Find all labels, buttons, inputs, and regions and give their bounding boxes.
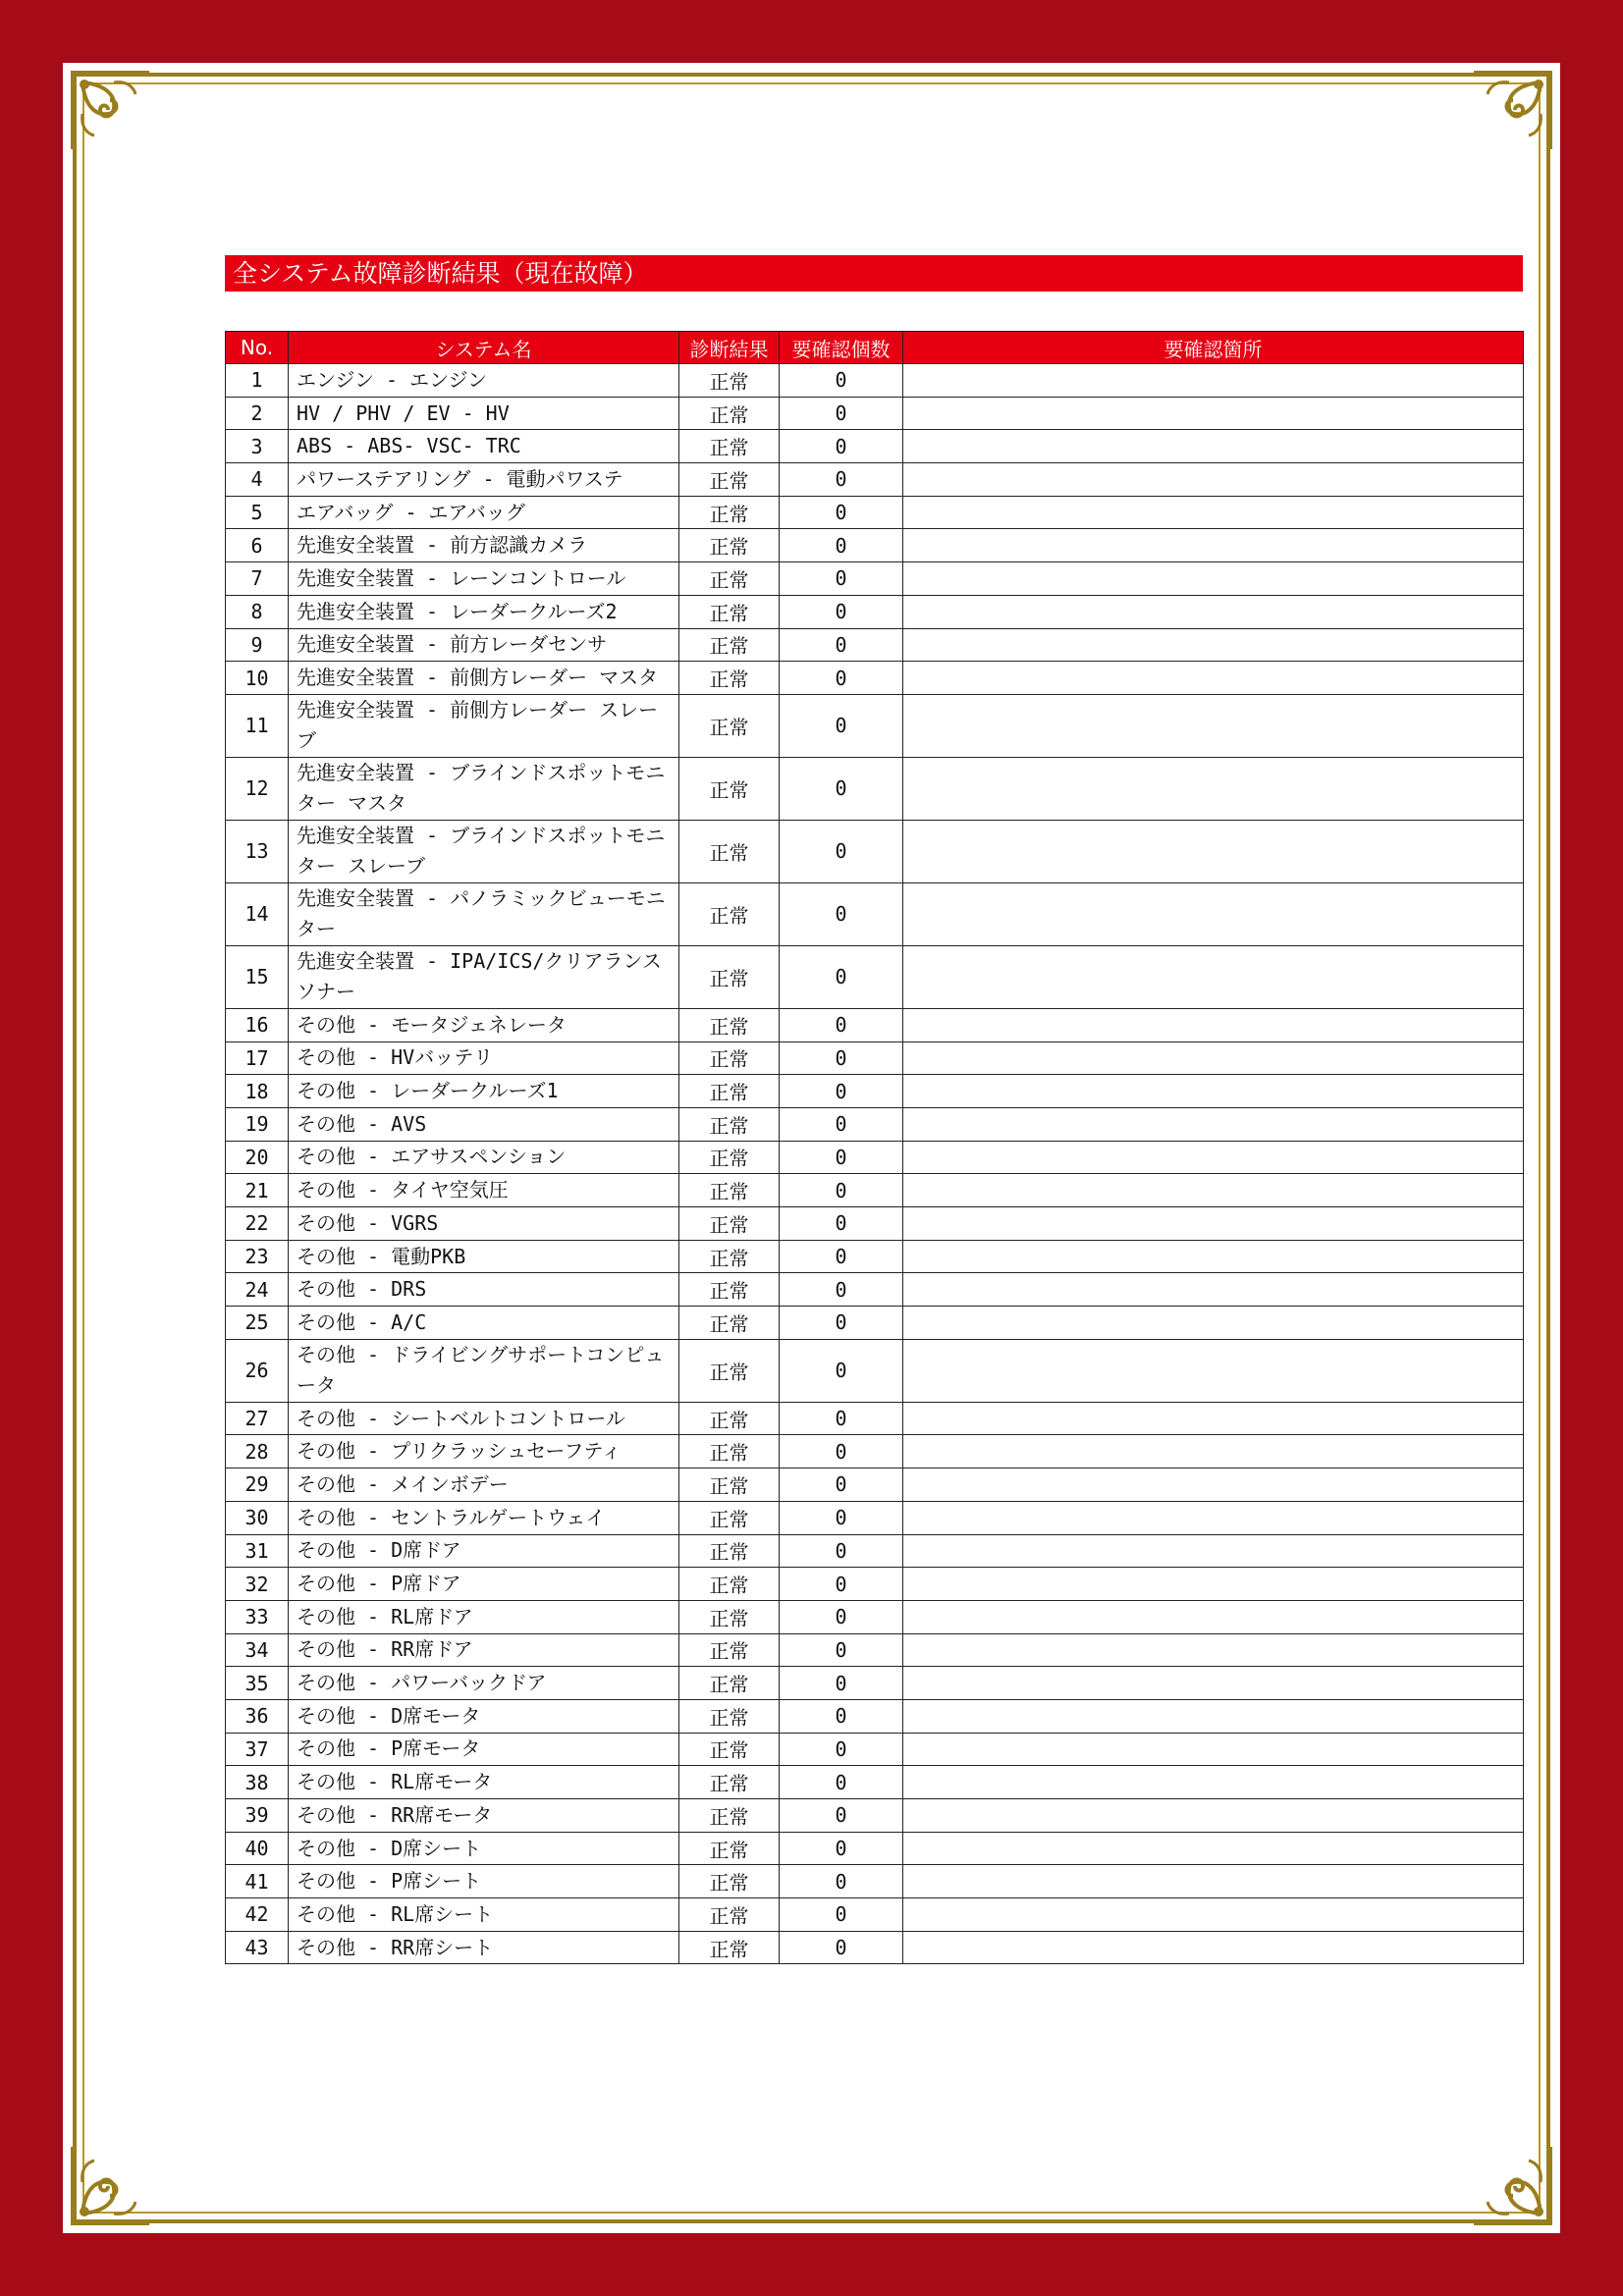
table-row xyxy=(226,529,1524,562)
row-number: 31 xyxy=(226,1534,289,1568)
row-check-count: 0 xyxy=(780,1534,903,1568)
row-number: 24 xyxy=(226,1273,289,1307)
row-result: 正常 xyxy=(679,1832,780,1865)
row-system-name: パワーステアリング - 電動パワステ xyxy=(289,463,679,497)
row-result: 正常 xyxy=(679,1733,780,1766)
row-result: 正常 xyxy=(679,1534,780,1568)
row-check-location xyxy=(903,463,1524,497)
row-check-count: 0 xyxy=(780,1832,903,1865)
table-row xyxy=(226,1141,1524,1174)
row-number: 21 xyxy=(226,1174,289,1207)
row-check-count: 0 xyxy=(780,1141,903,1174)
row-system-name: HV / PHV / EV - HV xyxy=(289,397,679,430)
row-check-count: 0 xyxy=(780,1568,903,1601)
row-system-name: その他 - P席モータ xyxy=(289,1733,679,1766)
row-number: 10 xyxy=(226,662,289,695)
row-system-name: その他 - RR席モータ xyxy=(289,1799,679,1833)
row-check-count: 0 xyxy=(780,1600,903,1633)
row-system-name: その他 - RR席シート xyxy=(289,1931,679,1964)
row-check-location xyxy=(903,562,1524,596)
row-system-name: その他 - RL席モータ xyxy=(289,1766,679,1799)
row-system-name: 先進安全装置 - 前側方レーダー マスタ xyxy=(289,662,679,695)
row-system-name: その他 - A/C xyxy=(289,1307,679,1340)
row-number: 6 xyxy=(226,529,289,562)
row-result: 正常 xyxy=(679,1273,780,1307)
row-check-count: 0 xyxy=(780,945,903,1008)
row-check-location xyxy=(903,1568,1524,1601)
row-check-count: 0 xyxy=(780,1733,903,1766)
row-check-location xyxy=(903,1107,1524,1141)
row-system-name: その他 - P席ドア xyxy=(289,1568,679,1601)
row-result: 正常 xyxy=(679,1600,780,1633)
row-result: 正常 xyxy=(679,757,780,820)
row-system-name: 先進安全装置 - 前方レーダセンサ xyxy=(289,628,679,662)
row-check-count: 0 xyxy=(780,1207,903,1241)
table-row xyxy=(226,1865,1524,1898)
table-row xyxy=(226,463,1524,497)
row-number: 5 xyxy=(226,496,289,529)
row-number: 41 xyxy=(226,1865,289,1898)
row-check-count: 0 xyxy=(780,529,903,562)
row-check-count: 0 xyxy=(780,1799,903,1833)
row-check-location xyxy=(903,1008,1524,1041)
table-row xyxy=(226,1075,1524,1108)
row-check-location xyxy=(903,1141,1524,1174)
row-check-count: 0 xyxy=(780,430,903,463)
row-result: 正常 xyxy=(679,1107,780,1141)
diagnosis-table xyxy=(225,331,1524,1964)
row-system-name: その他 - HVバッテリ xyxy=(289,1041,679,1075)
row-result: 正常 xyxy=(679,1339,780,1402)
header-no: No. xyxy=(226,332,289,364)
row-system-name: その他 - RL席シート xyxy=(289,1898,679,1932)
row-check-location xyxy=(903,1273,1524,1307)
row-result: 正常 xyxy=(679,1041,780,1075)
table-row xyxy=(226,1633,1524,1667)
row-system-name: エアバッグ - エアバッグ xyxy=(289,496,679,529)
row-check-count: 0 xyxy=(780,1633,903,1667)
row-check-location xyxy=(903,694,1524,757)
corner-ornament-icon xyxy=(1468,65,1558,155)
row-number: 27 xyxy=(226,1402,289,1435)
row-result: 正常 xyxy=(679,1402,780,1435)
table-row xyxy=(226,662,1524,695)
row-system-name: その他 - D席ドア xyxy=(289,1534,679,1568)
row-result: 正常 xyxy=(679,1931,780,1964)
row-result: 正常 xyxy=(679,1501,780,1534)
row-check-location xyxy=(903,1402,1524,1435)
table-row xyxy=(226,1931,1524,1964)
row-result: 正常 xyxy=(679,1468,780,1502)
row-check-location xyxy=(903,628,1524,662)
row-check-count: 0 xyxy=(780,1008,903,1041)
row-check-count: 0 xyxy=(780,757,903,820)
row-number: 19 xyxy=(226,1107,289,1141)
row-check-location xyxy=(903,1240,1524,1273)
table-row xyxy=(226,882,1524,945)
table-row xyxy=(226,364,1524,398)
row-system-name: 先進安全装置 - パノラミックビューモニター xyxy=(289,882,679,945)
table-row xyxy=(226,1435,1524,1468)
row-result: 正常 xyxy=(679,562,780,596)
header-check-location: 要確認箇所 xyxy=(903,332,1524,364)
row-result: 正常 xyxy=(679,1075,780,1108)
row-result: 正常 xyxy=(679,1307,780,1340)
table-row xyxy=(226,945,1524,1008)
row-result: 正常 xyxy=(679,1898,780,1932)
row-check-location xyxy=(903,1075,1524,1108)
row-system-name: ABS - ABS- VSC- TRC xyxy=(289,430,679,463)
table-row xyxy=(226,1766,1524,1799)
table-row xyxy=(226,1534,1524,1568)
row-system-name: その他 - AVS xyxy=(289,1107,679,1141)
table-row xyxy=(226,1174,1524,1207)
row-check-location xyxy=(903,1534,1524,1568)
row-result: 正常 xyxy=(679,529,780,562)
row-result: 正常 xyxy=(679,1435,780,1468)
table-row xyxy=(226,562,1524,596)
row-number: 26 xyxy=(226,1339,289,1402)
table-row xyxy=(226,1207,1524,1241)
row-number: 12 xyxy=(226,757,289,820)
row-system-name: その他 - メインボデー xyxy=(289,1468,679,1502)
row-number: 36 xyxy=(226,1699,289,1733)
row-check-count: 0 xyxy=(780,1339,903,1402)
row-result: 正常 xyxy=(679,1699,780,1733)
row-system-name: その他 - ドライビングサポートコンピュータ xyxy=(289,1339,679,1402)
row-check-location xyxy=(903,1468,1524,1502)
row-result: 正常 xyxy=(679,1008,780,1041)
row-number: 40 xyxy=(226,1832,289,1865)
row-system-name: 先進安全装置 - ブラインドスポットモニター マスタ xyxy=(289,757,679,820)
row-number: 15 xyxy=(226,945,289,1008)
row-check-location xyxy=(903,1898,1524,1932)
row-system-name: その他 - エアサスペンション xyxy=(289,1141,679,1174)
row-system-name: 先進安全装置 - 前側方レーダー スレーブ xyxy=(289,694,679,757)
row-number: 9 xyxy=(226,628,289,662)
row-check-location xyxy=(903,1766,1524,1799)
row-number: 39 xyxy=(226,1799,289,1833)
row-check-count: 0 xyxy=(780,694,903,757)
row-check-location xyxy=(903,1501,1524,1534)
row-number: 16 xyxy=(226,1008,289,1041)
row-check-count: 0 xyxy=(780,595,903,628)
row-result: 正常 xyxy=(679,1633,780,1667)
row-system-name: その他 - レーダークルーズ1 xyxy=(289,1075,679,1108)
row-check-count: 0 xyxy=(780,1468,903,1502)
row-check-count: 0 xyxy=(780,1307,903,1340)
row-result: 正常 xyxy=(679,628,780,662)
row-system-name: その他 - プリクラッシュセーフティ xyxy=(289,1435,679,1468)
header-result: 診断結果 xyxy=(679,332,780,364)
row-check-count: 0 xyxy=(780,882,903,945)
row-check-location xyxy=(903,1600,1524,1633)
row-check-location xyxy=(903,529,1524,562)
row-result: 正常 xyxy=(679,882,780,945)
row-check-location xyxy=(903,1699,1524,1733)
row-system-name: その他 - P席シート xyxy=(289,1865,679,1898)
table-row xyxy=(226,1832,1524,1865)
row-check-location xyxy=(903,364,1524,398)
row-check-count: 0 xyxy=(780,1273,903,1307)
row-check-location xyxy=(903,1041,1524,1075)
corner-ornament-icon xyxy=(1468,2141,1558,2231)
row-result: 正常 xyxy=(679,1207,780,1241)
row-check-location xyxy=(903,595,1524,628)
row-result: 正常 xyxy=(679,364,780,398)
row-check-count: 0 xyxy=(780,1501,903,1534)
table-row xyxy=(226,1339,1524,1402)
table-row xyxy=(226,628,1524,662)
row-system-name: その他 - RL席ドア xyxy=(289,1600,679,1633)
row-check-count: 0 xyxy=(780,662,903,695)
row-number: 35 xyxy=(226,1667,289,1700)
row-check-count: 0 xyxy=(780,562,903,596)
row-system-name: 先進安全装置 - レーンコントロール xyxy=(289,562,679,596)
row-number: 4 xyxy=(226,463,289,497)
row-check-location xyxy=(903,1832,1524,1865)
table-row xyxy=(226,595,1524,628)
table-row xyxy=(226,1799,1524,1833)
row-result: 正常 xyxy=(679,945,780,1008)
row-check-count: 0 xyxy=(780,1075,903,1108)
table-row xyxy=(226,1667,1524,1700)
row-system-name: 先進安全装置 - ブラインドスポットモニター スレーブ xyxy=(289,820,679,882)
row-system-name: その他 - セントラルゲートウェイ xyxy=(289,1501,679,1534)
row-check-location xyxy=(903,882,1524,945)
row-check-count: 0 xyxy=(780,1898,903,1932)
row-check-count: 0 xyxy=(780,463,903,497)
row-number: 28 xyxy=(226,1435,289,1468)
row-number: 20 xyxy=(226,1141,289,1174)
report-title: 全システム故障診断結果（現在故障） xyxy=(225,255,1523,292)
row-check-location xyxy=(903,1307,1524,1340)
row-check-location xyxy=(903,945,1524,1008)
row-check-location xyxy=(903,397,1524,430)
row-check-count: 0 xyxy=(780,397,903,430)
row-system-name: その他 - RR席ドア xyxy=(289,1633,679,1667)
row-result: 正常 xyxy=(679,1667,780,1700)
corner-ornament-icon xyxy=(65,65,155,155)
table-row xyxy=(226,1041,1524,1075)
row-result: 正常 xyxy=(679,397,780,430)
table-row xyxy=(226,1107,1524,1141)
row-check-location xyxy=(903,1633,1524,1667)
row-system-name: その他 - DRS xyxy=(289,1273,679,1307)
row-number: 3 xyxy=(226,430,289,463)
row-number: 25 xyxy=(226,1307,289,1340)
row-check-count: 0 xyxy=(780,364,903,398)
header-check-count: 要確認個数 xyxy=(780,332,903,364)
row-result: 正常 xyxy=(679,595,780,628)
row-check-location xyxy=(903,662,1524,695)
row-check-location xyxy=(903,496,1524,529)
row-number: 17 xyxy=(226,1041,289,1075)
row-number: 1 xyxy=(226,364,289,398)
row-check-count: 0 xyxy=(780,1865,903,1898)
document-page xyxy=(63,63,1560,2233)
table-row xyxy=(226,1501,1524,1534)
row-result: 正常 xyxy=(679,820,780,882)
row-number: 38 xyxy=(226,1766,289,1799)
row-system-name: その他 - D席モータ xyxy=(289,1699,679,1733)
row-system-name: その他 - 電動PKB xyxy=(289,1240,679,1273)
row-check-location xyxy=(903,757,1524,820)
row-system-name: その他 - パワーバックドア xyxy=(289,1667,679,1700)
table-row xyxy=(226,1273,1524,1307)
row-number: 2 xyxy=(226,397,289,430)
row-number: 43 xyxy=(226,1931,289,1964)
table-row xyxy=(226,430,1524,463)
row-check-location xyxy=(903,1207,1524,1241)
row-check-count: 0 xyxy=(780,1766,903,1799)
row-check-count: 0 xyxy=(780,1435,903,1468)
table-row xyxy=(226,1568,1524,1601)
row-result: 正常 xyxy=(679,662,780,695)
row-number: 42 xyxy=(226,1898,289,1932)
table-header-row xyxy=(226,332,1524,364)
row-check-location xyxy=(903,1339,1524,1402)
table-row xyxy=(226,1898,1524,1932)
row-number: 7 xyxy=(226,562,289,596)
row-number: 11 xyxy=(226,694,289,757)
table-row xyxy=(226,1240,1524,1273)
row-system-name: その他 - モータジェネレータ xyxy=(289,1008,679,1041)
row-number: 13 xyxy=(226,820,289,882)
row-check-count: 0 xyxy=(780,628,903,662)
row-system-name: 先進安全装置 - 前方認識カメラ xyxy=(289,529,679,562)
table-row xyxy=(226,757,1524,820)
row-check-location xyxy=(903,1931,1524,1964)
table-row xyxy=(226,397,1524,430)
row-system-name: その他 - D席シート xyxy=(289,1832,679,1865)
row-system-name: その他 - シートベルトコントロール xyxy=(289,1402,679,1435)
row-check-location xyxy=(903,1174,1524,1207)
row-system-name: 先進安全装置 - レーダークルーズ2 xyxy=(289,595,679,628)
row-result: 正常 xyxy=(679,1766,780,1799)
row-result: 正常 xyxy=(679,496,780,529)
table-row xyxy=(226,1699,1524,1733)
table-row xyxy=(226,1468,1524,1502)
row-result: 正常 xyxy=(679,430,780,463)
row-check-count: 0 xyxy=(780,1240,903,1273)
corner-ornament-icon xyxy=(65,2141,155,2231)
row-result: 正常 xyxy=(679,1240,780,1273)
row-system-name: 先進安全装置 - IPA/ICS/クリアランスソナー xyxy=(289,945,679,1008)
row-result: 正常 xyxy=(679,1141,780,1174)
row-check-count: 0 xyxy=(780,496,903,529)
table-row xyxy=(226,1307,1524,1340)
table-row xyxy=(226,820,1524,882)
table-row xyxy=(226,1733,1524,1766)
row-number: 34 xyxy=(226,1633,289,1667)
row-result: 正常 xyxy=(679,1174,780,1207)
row-result: 正常 xyxy=(679,1568,780,1601)
row-system-name: その他 - VGRS xyxy=(289,1207,679,1241)
row-check-count: 0 xyxy=(780,1699,903,1733)
row-number: 30 xyxy=(226,1501,289,1534)
row-system-name: エンジン - エンジン xyxy=(289,364,679,398)
row-check-location xyxy=(903,430,1524,463)
row-result: 正常 xyxy=(679,694,780,757)
row-check-count: 0 xyxy=(780,1402,903,1435)
table-row xyxy=(226,1402,1524,1435)
row-number: 33 xyxy=(226,1600,289,1633)
row-check-location xyxy=(903,1865,1524,1898)
row-check-count: 0 xyxy=(780,1041,903,1075)
table-row xyxy=(226,1600,1524,1633)
row-number: 18 xyxy=(226,1075,289,1108)
row-number: 14 xyxy=(226,882,289,945)
row-check-count: 0 xyxy=(780,1667,903,1700)
row-result: 正常 xyxy=(679,1865,780,1898)
header-system-name: システム名 xyxy=(289,332,679,364)
row-check-location xyxy=(903,1733,1524,1766)
table-row xyxy=(226,1008,1524,1041)
row-check-location xyxy=(903,1435,1524,1468)
row-check-count: 0 xyxy=(780,1174,903,1207)
row-number: 37 xyxy=(226,1733,289,1766)
row-result: 正常 xyxy=(679,463,780,497)
row-check-location xyxy=(903,1667,1524,1700)
row-check-location xyxy=(903,1799,1524,1833)
row-number: 29 xyxy=(226,1468,289,1502)
row-result: 正常 xyxy=(679,1799,780,1833)
row-number: 8 xyxy=(226,595,289,628)
row-system-name: その他 - タイヤ空気圧 xyxy=(289,1174,679,1207)
row-check-count: 0 xyxy=(780,1107,903,1141)
row-check-count: 0 xyxy=(780,820,903,882)
row-check-count: 0 xyxy=(780,1931,903,1964)
row-number: 22 xyxy=(226,1207,289,1241)
row-check-location xyxy=(903,820,1524,882)
row-number: 23 xyxy=(226,1240,289,1273)
table-row xyxy=(226,496,1524,529)
row-number: 32 xyxy=(226,1568,289,1601)
table-row xyxy=(226,694,1524,757)
